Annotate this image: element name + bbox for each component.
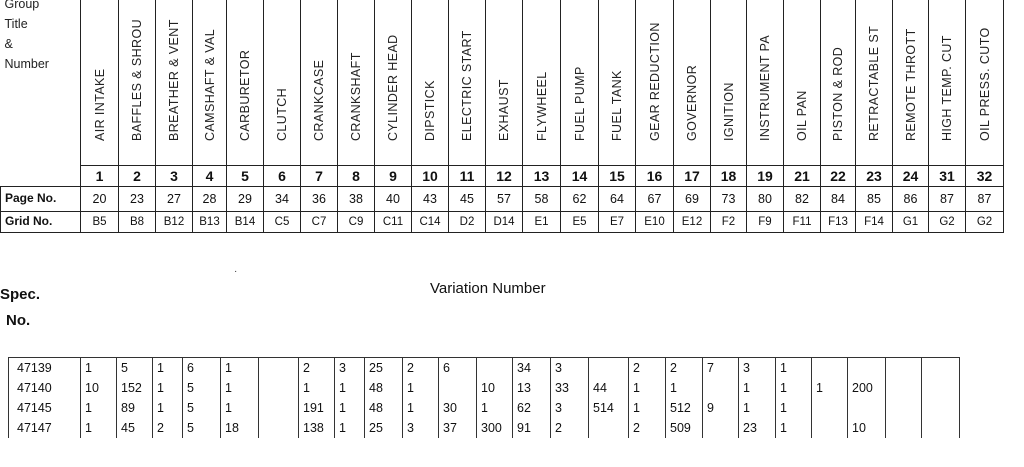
column-title-cell: [119, 0, 156, 165]
variation-cell: 45: [117, 418, 153, 438]
variation-cell: 509: [666, 418, 703, 438]
variation-cell: 514: [589, 398, 629, 418]
group-number: 18: [711, 165, 747, 186]
page-number: 64: [599, 186, 636, 211]
group-number: 12: [486, 165, 523, 186]
page-number: 38: [338, 186, 375, 211]
variation-cell: 1: [629, 398, 666, 418]
grid-number: F13: [821, 211, 856, 232]
page-number: 86: [893, 186, 929, 211]
variation-cell: 138: [299, 418, 335, 438]
variation-cell: 89: [117, 398, 153, 418]
variation-cell: 1: [776, 378, 812, 398]
variation-cell: 1: [477, 398, 513, 418]
page-number: 82: [784, 186, 821, 211]
column-title: DIPSTICK: [423, 79, 437, 141]
page-number: 58: [523, 186, 561, 211]
column-title: OIL PAN: [795, 89, 809, 141]
page-number: 28: [193, 186, 227, 211]
grid-number: C7: [301, 211, 338, 232]
page-number: 67: [636, 186, 674, 211]
column-title: AIR INTAKE: [92, 67, 107, 141]
variation-cell: 1: [153, 398, 183, 418]
variation-cell: [922, 378, 960, 398]
grid-number: D2: [449, 211, 486, 232]
column-title: CARBURETOR: [238, 49, 252, 141]
column-title-cell: [81, 0, 119, 165]
group-number: 13: [523, 165, 561, 186]
grid-number: E1: [523, 211, 561, 232]
page-no-label: Page No.: [1, 186, 81, 211]
spec-number-cell: 47140: [9, 378, 81, 398]
group-number-row: [1, 165, 1004, 186]
group-title-line: Number: [4, 57, 49, 71]
variation-cell: 9: [703, 398, 739, 418]
page-number-row: [1, 186, 1004, 211]
column-title-cell: [264, 0, 301, 165]
column-title-cell: [966, 0, 1004, 165]
variation-cell: 18: [221, 418, 259, 438]
column-title-cell: [747, 0, 784, 165]
variation-cell: 7: [703, 358, 739, 379]
grid-number: D14: [486, 211, 523, 232]
grid-number: E7: [599, 211, 636, 232]
group-number: 22: [821, 165, 856, 186]
column-title-cell: [929, 0, 966, 165]
spec-row: [9, 378, 960, 398]
group-number: 3: [156, 165, 193, 186]
column-title-cell: [893, 0, 929, 165]
grid-number: E5: [561, 211, 599, 232]
column-title-cell: [599, 0, 636, 165]
page-number: 34: [264, 186, 301, 211]
variation-cell: [439, 378, 477, 398]
variation-cell: 1: [403, 398, 439, 418]
variation-cell: 2: [403, 358, 439, 379]
column-title-cell: [711, 0, 747, 165]
column-title: INSTRUMENT PA: [758, 34, 772, 141]
variation-cell: 2: [629, 418, 666, 438]
column-title-cell: [193, 0, 227, 165]
group-number: 23: [856, 165, 893, 186]
column-title-cell: [412, 0, 449, 165]
column-title: FUEL TANK: [610, 69, 624, 141]
variation-cell: 1: [335, 418, 365, 438]
grid-number-row: [1, 211, 1004, 232]
grid-number: F9: [747, 211, 784, 232]
group-title-line: &: [4, 37, 13, 51]
variation-cell: 200: [848, 378, 886, 398]
variation-cell: 44: [589, 378, 629, 398]
variation-cell: 3: [551, 398, 589, 418]
variation-cell: 5: [183, 418, 221, 438]
variation-cell: 10: [81, 378, 117, 398]
page-number: 62: [561, 186, 599, 211]
spec-label-line2: No.: [6, 312, 31, 329]
variation-cell: [259, 358, 299, 379]
variation-cell: [848, 398, 886, 418]
variation-cell: [812, 358, 848, 379]
variation-cell: [259, 398, 299, 418]
column-title: PISTON & ROD: [831, 46, 845, 141]
variation-cell: 2: [629, 358, 666, 379]
grid-no-label: Grid No.: [1, 211, 81, 232]
variation-cell: [886, 378, 922, 398]
variation-cell: [477, 358, 513, 379]
spec-number-cell: 47145: [9, 398, 81, 418]
group-number: 21: [784, 165, 821, 186]
group-title-heading: [1, 0, 81, 186]
group-number: 7: [301, 165, 338, 186]
column-title: GEAR REDUCTION: [647, 21, 662, 141]
page-number: 29: [227, 186, 264, 211]
variation-cell: 10: [477, 378, 513, 398]
column-title-cell: [561, 0, 599, 165]
variation-number-heading: Variation Number: [430, 280, 546, 297]
group-number: 2: [119, 165, 156, 186]
variation-cell: 1: [776, 358, 812, 379]
column-title: CRANKCASE: [312, 59, 326, 141]
column-title-cell: [784, 0, 821, 165]
column-title: OIL PRESS. CUTO: [977, 26, 992, 141]
variation-cell: 2: [153, 418, 183, 438]
page-number: 45: [449, 186, 486, 211]
column-title: IGNITION: [721, 81, 736, 141]
variation-cell: 2: [551, 418, 589, 438]
variation-cell: 5: [183, 398, 221, 418]
variation-cell: 1: [629, 378, 666, 398]
column-title: HIGH TEMP. CUT: [940, 34, 954, 141]
variation-cell: 23: [739, 418, 776, 438]
group-number: 17: [674, 165, 711, 186]
group-number: 8: [338, 165, 375, 186]
variation-cell: 10: [848, 418, 886, 438]
variation-cell: 191: [299, 398, 335, 418]
variation-cell: 5: [117, 358, 153, 379]
group-title-line: Title: [4, 17, 28, 31]
grid-number: F11: [784, 211, 821, 232]
variation-cell: 3: [335, 358, 365, 379]
variation-cell: 62: [513, 398, 551, 418]
variation-cell: [886, 398, 922, 418]
column-title-cell: [301, 0, 338, 165]
grid-number: E12: [674, 211, 711, 232]
variation-cell: 1: [739, 378, 776, 398]
variation-cell: [812, 418, 848, 438]
grid-number: C5: [264, 211, 301, 232]
variation-cell: [812, 398, 848, 418]
variation-cell: 1: [81, 358, 117, 379]
column-title-cell: [856, 0, 893, 165]
group-title-line: Group: [4, 0, 40, 11]
variation-cell: 1: [81, 418, 117, 438]
column-title: REMOTE THROTT: [903, 27, 918, 141]
page-number: 87: [929, 186, 966, 211]
variation-cell: 2: [299, 358, 335, 379]
column-title: FUEL PUMP: [572, 65, 587, 141]
group-number: 11: [449, 165, 486, 186]
group-number: 14: [561, 165, 599, 186]
variation-cell: 1: [299, 378, 335, 398]
column-title-cell: [338, 0, 375, 165]
column-title-cell: [156, 0, 193, 165]
grid-number: B5: [81, 211, 119, 232]
page-number: 36: [301, 186, 338, 211]
column-title: CRANKSHAFT: [349, 51, 363, 141]
variation-cell: 6: [183, 358, 221, 379]
variation-cell: 1: [335, 398, 365, 418]
header-table-region: [0, 0, 1004, 233]
variation-cell: 1: [776, 418, 812, 438]
variation-cell: 5: [183, 378, 221, 398]
variation-cell: 6: [439, 358, 477, 379]
column-title: CLUTCH: [275, 87, 289, 141]
spec-number-cell: 47139: [9, 358, 81, 379]
variation-cell: 34: [513, 358, 551, 379]
variation-cell: [886, 358, 922, 379]
variation-cell: 13: [513, 378, 551, 398]
variation-cell: [703, 418, 739, 438]
page-number: 40: [375, 186, 412, 211]
variation-cell: 1: [221, 398, 259, 418]
grid-number: B12: [156, 211, 193, 232]
grid-number: G2: [929, 211, 966, 232]
spec-row: [9, 358, 960, 379]
spec-row: [9, 398, 960, 418]
variation-cell: 1: [153, 358, 183, 379]
group-number: 19: [747, 165, 784, 186]
column-title: CYLINDER HEAD: [386, 33, 400, 141]
variation-cell: 1: [153, 378, 183, 398]
variation-cell: 30: [439, 398, 477, 418]
variation-cell: [703, 378, 739, 398]
grid-number: E10: [636, 211, 674, 232]
variation-cell: [922, 398, 960, 418]
variation-cell: 1: [221, 378, 259, 398]
page-number: 80: [747, 186, 784, 211]
column-title-cell: [449, 0, 486, 165]
group-number: 5: [227, 165, 264, 186]
grid-number: G2: [966, 211, 1004, 232]
group-number: 16: [636, 165, 674, 186]
column-title: FLYWHEEL: [534, 70, 549, 141]
column-title-cell: [486, 0, 523, 165]
variation-cell: 3: [551, 358, 589, 379]
variation-cell: 1: [81, 398, 117, 418]
column-title: EXHAUST: [497, 78, 511, 141]
column-title-cell: [674, 0, 711, 165]
grid-number: C9: [338, 211, 375, 232]
variation-cell: [259, 378, 299, 398]
column-title: RETRACTABLE ST: [867, 25, 881, 141]
variation-cell: 1: [776, 398, 812, 418]
variation-cell: 1: [812, 378, 848, 398]
spec-number-cell: 47147: [9, 418, 81, 438]
variation-cell: [259, 418, 299, 438]
variation-cell: 512: [666, 398, 703, 418]
spec-label-line1: Spec.: [0, 286, 41, 303]
group-number: 6: [264, 165, 301, 186]
grid-number: B14: [227, 211, 264, 232]
grid-number: F14: [856, 211, 893, 232]
page-number: 43: [412, 186, 449, 211]
spec-table-region: [8, 357, 960, 438]
column-title-cell: [227, 0, 264, 165]
page-number: 73: [711, 186, 747, 211]
group-number: 15: [599, 165, 636, 186]
group-index-table: [0, 0, 1004, 233]
grid-number: B13: [193, 211, 227, 232]
page-number: 69: [674, 186, 711, 211]
variation-cell: [886, 418, 922, 438]
column-title-cell: [821, 0, 856, 165]
group-number: 9: [375, 165, 412, 186]
column-title: GOVERNOR: [685, 64, 699, 141]
column-title-cell: [523, 0, 561, 165]
variation-cell: 48: [365, 378, 403, 398]
variation-cell: [922, 358, 960, 379]
title-row: [1, 0, 1004, 165]
group-number: 1: [81, 165, 119, 186]
page-number: 27: [156, 186, 193, 211]
variation-cell: 1: [403, 378, 439, 398]
column-title: CAMSHAFT & VAL: [202, 28, 217, 141]
group-number: 4: [193, 165, 227, 186]
page-number: 85: [856, 186, 893, 211]
spec-no-heading: [0, 282, 40, 334]
grid-number: B8: [119, 211, 156, 232]
spec-variation-table: [8, 357, 960, 438]
variation-cell: [848, 358, 886, 379]
variation-cell: 2: [666, 358, 703, 379]
variation-cell: 1: [221, 358, 259, 379]
variation-cell: 1: [335, 378, 365, 398]
group-number: 10: [412, 165, 449, 186]
column-title: BREATHER & VENT: [167, 18, 181, 141]
variation-cell: 33: [551, 378, 589, 398]
column-title: BAFFLES & SHROU: [130, 18, 144, 141]
column-title-cell: [636, 0, 674, 165]
variation-cell: 1: [666, 378, 703, 398]
grid-number: C14: [412, 211, 449, 232]
group-number: 24: [893, 165, 929, 186]
variation-cell: [589, 418, 629, 438]
page-number: 84: [821, 186, 856, 211]
variation-cell: 3: [403, 418, 439, 438]
grid-number: C11: [375, 211, 412, 232]
variation-cell: 25: [365, 418, 403, 438]
variation-cell: [589, 358, 629, 379]
group-number: 31: [929, 165, 966, 186]
variation-cell: 48: [365, 398, 403, 418]
column-title-cell: [375, 0, 412, 165]
spec-row: [9, 418, 960, 438]
variation-cell: 25: [365, 358, 403, 379]
variation-cell: 300: [477, 418, 513, 438]
variation-cell: 3: [739, 358, 776, 379]
variation-cell: 152: [117, 378, 153, 398]
page-number: 23: [119, 186, 156, 211]
page-number: 57: [486, 186, 523, 211]
grid-number: F2: [711, 211, 747, 232]
column-title: ELECTRIC START: [460, 29, 474, 141]
variation-cell: 37: [439, 418, 477, 438]
grid-number: G1: [893, 211, 929, 232]
variation-cell: 91: [513, 418, 551, 438]
page-number: 87: [966, 186, 1004, 211]
variation-cell: [922, 418, 960, 438]
variation-cell: 1: [739, 398, 776, 418]
page-number: 20: [81, 186, 119, 211]
stray-dot: ·: [234, 266, 238, 277]
group-number: 32: [966, 165, 1004, 186]
